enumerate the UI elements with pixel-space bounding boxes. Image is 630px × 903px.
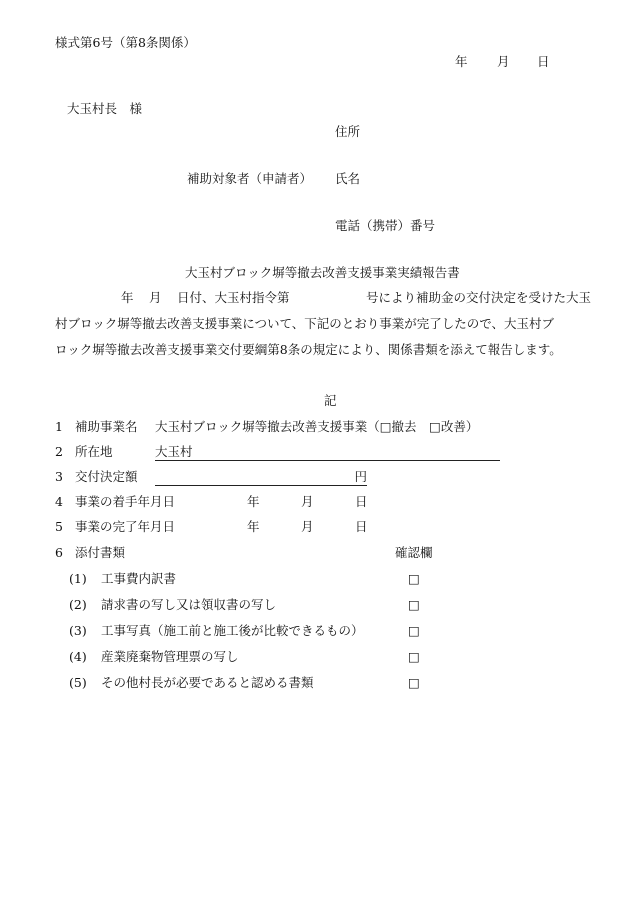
item6-label: 添付書類	[75, 545, 126, 560]
ki-heading: 記	[324, 393, 337, 408]
item5-month: 月	[301, 519, 314, 534]
date-month-label: 月	[497, 54, 510, 69]
name-label: 氏名	[335, 171, 361, 186]
item2-num: 2	[55, 444, 63, 459]
attachment-label: その他村長が必要であると認める書類	[101, 675, 314, 690]
item1-label: 補助事業名	[75, 419, 138, 434]
item4-day: 日	[355, 494, 368, 509]
item6-num: 6	[55, 545, 63, 560]
applicant-role: 補助対象者（申請者）	[187, 171, 313, 186]
item1-value: 大玉村ブロック塀等撤去改善支援事業（□撤去 □改善）	[155, 419, 479, 434]
attachment-num: (5)	[69, 675, 87, 690]
item5-num: 5	[55, 519, 63, 534]
document-title: 大玉村ブロック塀等撤去改善支援事業実績報告書	[185, 265, 460, 280]
attachment-num: (1)	[69, 571, 87, 586]
attachment-label: 工事費内訳書	[101, 571, 177, 586]
attachment-label: 請求書の写し又は領収書の写し	[101, 597, 277, 612]
item4-month: 月	[301, 494, 314, 509]
attachment-num: (3)	[69, 623, 87, 638]
body-line3: ロック塀等撤去改善支援事業交付要綱第8条の規定により、関係書類を添えて報告します。	[55, 342, 562, 357]
body-day-text: 日付、大玉村指令第	[177, 290, 290, 305]
item1-num: 1	[55, 419, 63, 434]
item3-label: 交付決定額	[75, 469, 138, 484]
body-year: 年	[121, 290, 134, 305]
date-year-label: 年	[455, 54, 468, 69]
item2-value-field	[155, 444, 500, 461]
attachment-checkbox[interactable]: □	[408, 623, 420, 638]
item4-label: 事業の着手年月日	[75, 494, 176, 509]
item5-label: 事業の完了年月日	[75, 519, 176, 534]
date-day-label: 日	[537, 54, 550, 69]
attachment-num: (2)	[69, 597, 87, 612]
item4-year: 年	[247, 494, 260, 509]
form-number: 様式第6号（第8条関係）	[55, 35, 196, 50]
item3-num: 3	[55, 469, 63, 484]
attachment-label: 産業廃棄物管理票の写し	[101, 649, 239, 664]
address-label: 住所	[335, 124, 361, 139]
check-column-header: 確認欄	[395, 545, 433, 560]
addressee: 大玉村長 様	[67, 101, 143, 116]
item2-value: 大玉村	[155, 444, 193, 459]
attachment-label: 工事写真（施工前と施工後が比較できるもの）	[101, 623, 364, 638]
attachment-num: (4)	[69, 649, 87, 664]
item5-day: 日	[355, 519, 368, 534]
item4-num: 4	[55, 494, 63, 509]
attachment-checkbox[interactable]: □	[408, 597, 420, 612]
attachment-checkbox[interactable]: □	[408, 649, 420, 664]
attachment-checkbox[interactable]: □	[408, 571, 420, 586]
item3-amount-field	[155, 469, 367, 486]
body-line1-rest: 号により補助金の交付決定を受けた大玉	[366, 290, 592, 305]
attachment-checkbox[interactable]: □	[408, 675, 420, 690]
item2-label: 所在地	[75, 444, 113, 459]
phone-label: 電話（携帯）番号	[335, 218, 436, 233]
item3-unit: 円	[354, 469, 367, 484]
body-line2: 村ブロック塀等撤去改善支援事業について、下記のとおり事業が完了したので、大玉村ブ	[55, 316, 555, 331]
body-month: 月	[149, 290, 162, 305]
item5-year: 年	[247, 519, 260, 534]
